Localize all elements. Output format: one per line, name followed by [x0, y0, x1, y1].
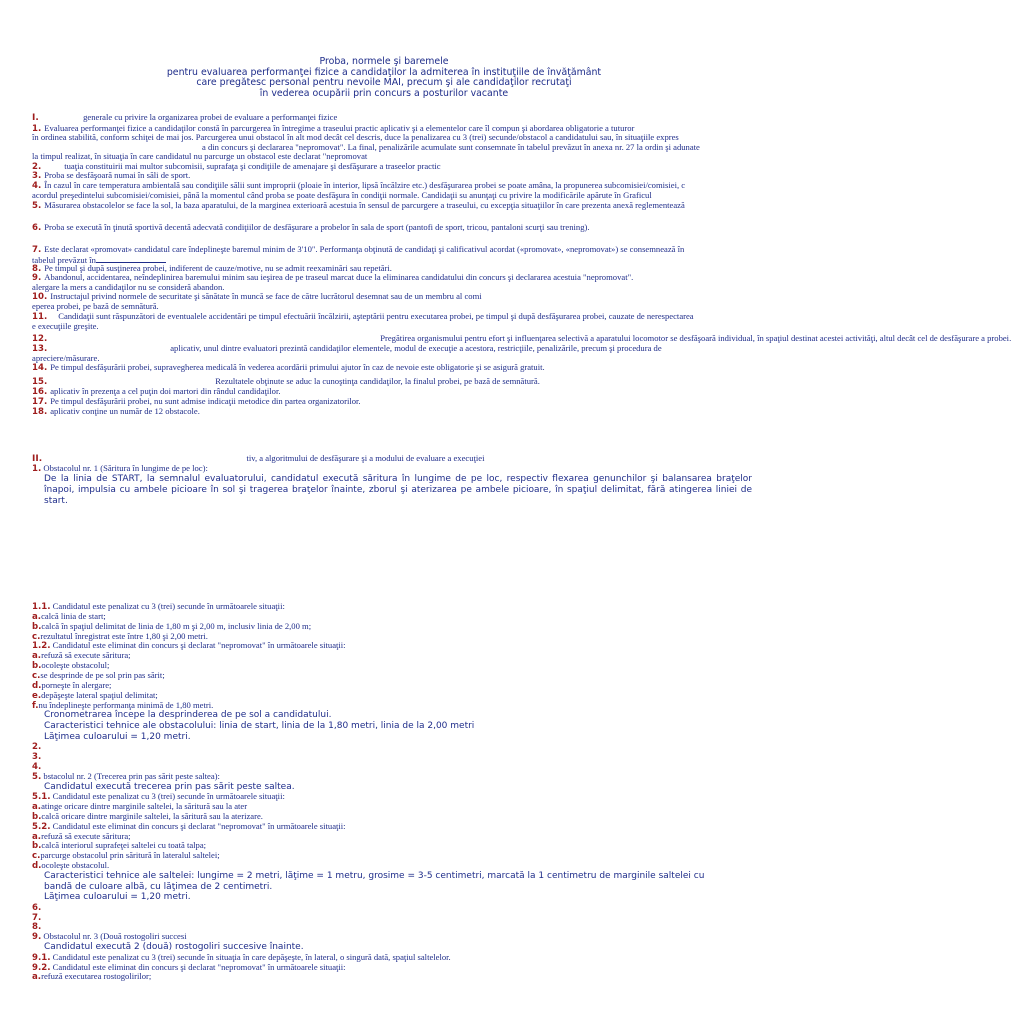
item-text: Proba se execută în ţinută sportivă decentă adecvată condiţiilor de desfăşurare a probelor în sala de sport (pantofi de sport, tricou, pantaloni scurţi sau trening).: [44, 222, 590, 232]
item-text: Pe timpul şi după susţinerea probei, indiferent de cauze/motive, nu se admit reexaminări sau repetări.: [44, 263, 392, 273]
item-text: aplicativ în prezenţa a cel puţin doi martori din rândul candidaţilor.: [50, 386, 281, 396]
item-text: Candidaţii sunt răspunzători de eventualele accidentări pe timpul efectuării încălzirii, aşteptării pentru executarea probei, pe timpul şi după desfăşurarea probei, cauzate de nerespectarea: [58, 311, 694, 321]
line-text: Candidatul este eliminat din concurs şi declarat "nepromovat" în următoarele situaţii:: [52, 961, 346, 972]
item-text: Măsurarea obstacolelor se face la sol, la baza aparatului, de la marginea exterioară acestuia în sensul de parcurgere a traseului, cu excepţia situaţiilor în care prezenta anexă reglementează: [44, 200, 685, 210]
section-2-number: II.: [32, 454, 43, 464]
item-number: 18.: [32, 407, 51, 417]
line-text: calcă interiorul suprafeţei saltelei cu toată talpa;: [41, 840, 207, 851]
line-text: porneşte în alergare;: [41, 679, 112, 690]
line-text: calcă în spaţiul delimitat de linia de 1,80 m şi 2,00 m, inclusiv linia de 2,00 m;: [41, 620, 312, 631]
line-text: Caracteristici tehnice ale obstacolului: linia de start, linia de la 1,80 metri, linia de la 2,00 metri: [44, 720, 475, 731]
section-1-item: [32, 344, 758, 355]
item-number: 14.: [32, 363, 51, 373]
obstacle-1-title: [32, 464, 758, 475]
item-number: 12.: [32, 334, 51, 344]
line-number: b.: [32, 661, 42, 672]
section-2-line: [44, 871, 752, 882]
line-number: a.: [32, 972, 42, 983]
line-number: 1.2.: [32, 641, 51, 652]
line-text: ocoleşte obstacolul.: [41, 860, 110, 871]
line-text: refuză să execute săritura;: [41, 830, 131, 841]
line-text: nu îndeplineşte performanţa minimă de 1,80 metri.: [38, 699, 214, 710]
line-number: c.: [32, 670, 41, 681]
title-line-3: care pregătesc personal pentru nevoile MAI, precum şi ale candidaţilor recrutaţi: [196, 77, 572, 89]
line-number: b.: [32, 621, 42, 632]
item-text: Pe timpul desfăşurării probei, nu sunt admise indicaţii metodice din partea organizatorilor.: [50, 396, 361, 406]
line-number: 9.: [32, 932, 42, 943]
line-number: c.: [32, 631, 41, 642]
line-text: Lăţimea culoarului = 1,20 metri.: [44, 892, 191, 903]
section-1-item: [32, 407, 758, 418]
section-2-line: [44, 882, 752, 893]
line-text: bstacolul nr. 2 (Trecerea prin pas sărit peste saltea):: [41, 770, 220, 781]
item-text: în ordinea stabilită, conform schiţei de mai jos. Parcurgerea unui obstacol în alt mod decât cel descris, duce la penalizarea cu 3 (trei) secunde/obstacol a candidatului sau, în situaţiile expres: [32, 132, 679, 142]
item-text: tabelul prevăzut în: [32, 255, 96, 265]
item-text: apreciere/măsurare.: [32, 353, 100, 363]
section-1-item: [32, 223, 758, 234]
line-text: Candidatul este eliminat din concurs şi declarat "nepromovat" în următoarele situaţii:: [52, 640, 346, 651]
line-number: e.: [32, 690, 42, 701]
title-line-4: în vederea ocupării prin concurs a posturilor vacante: [259, 87, 509, 99]
item-text: Abandonul, accidentarea, neîndeplinirea baremului minim sau ieşirea de pe traseul marcat duce la eliminarea candidatului din concurs şi declararea acestuia "nepromovat".: [44, 272, 634, 282]
item-text: Rezultatele obţinute se aduc la cunoştinţa candidaţilor, la finalul probei, pe bază de semnătură.: [215, 376, 540, 386]
line-number: c.: [32, 851, 41, 862]
line-number: 6.: [32, 902, 42, 913]
line-number: d.: [32, 861, 42, 872]
item-text: Evaluarea performanţei fizice a candidaţilor constă în parcurgerea în întregime a traseului practic aplicativ şi a elementelor care îl compun şi abordarea obligatorie a tuturor: [44, 123, 635, 133]
document-title: [0, 57, 768, 99]
line-number: a.: [32, 802, 42, 812]
item-text: e execuţiile greşite.: [32, 321, 99, 331]
item-number: 4.: [32, 181, 45, 191]
line-text: Candidatul este penalizat cu 3 (trei) secunde în următoarele situaţii:: [52, 791, 285, 802]
section-1-item: [32, 312, 758, 323]
item-text: Este declarat «promovat» candidatul care îndeplineşte baremul minim de 3'10". Performanţa obţinută de candidaţi şi calificativul acordat («promovat», «nepromovat») se consemnează în: [44, 244, 685, 254]
line-number: d.: [32, 680, 42, 691]
line-text: Lăţimea culoarului = 1,20 metri.: [44, 731, 191, 742]
section-1-heading: [32, 113, 758, 124]
section-2-line: [32, 972, 758, 983]
line-text: refuză executarea rostogolirilor;: [41, 971, 152, 982]
obstacle-1-description: De la linia de START, la semnalul evaluatorului, candidatul execută săritura în lungime de pe loc, respectiv flexarea genunchilor şi balansarea braţelor înapoi, impulsia cu ambele picioare în sol şi tragerea braţelor înainte, zborul şi aterizarea pe ambele picioare, în spaţiul delimitat, fără atingerea liniei de start.: [44, 474, 752, 506]
obstacle-1-title-text: Obstacolul nr. 1 (Săritura în lungime de pe loc):: [43, 463, 208, 473]
item-number: 2.: [32, 162, 45, 172]
line-number: 9.1.: [32, 952, 51, 963]
title-line-2: pentru evaluarea performanţei fizice a candidaţilor la admiterea în instituţiile de învăţământ: [166, 66, 602, 78]
line-text: Candidatul execută trecerea prin pas sărit peste saltea.: [44, 781, 295, 792]
item-text: la timpul realizat, în situaţia în care candidatul nu parcurge un obstacol este declarat "nepromovat: [32, 151, 368, 161]
section-2-title: tiv, a algoritmului de desfăşurare şi a modului de evaluare a execuţiei: [246, 453, 485, 463]
line-text: Caracteristici tehnice ale saltelei: lungime = 2 metri, lăţime = 1 metru, grosime = 3-5 centimetri, marcată la 1 centimetru de marginile saltelei cu: [44, 870, 705, 881]
item-number: 5.: [32, 201, 45, 211]
line-text: Obstacolul nr. 3 (Două rostogoliri succesi: [41, 931, 187, 942]
section-1-number: I.: [32, 113, 39, 123]
line-number: 5.1.: [32, 792, 51, 803]
section-1-item: [32, 322, 758, 332]
line-text: Candidatul este penalizat cu 3 (trei) secunde în următoarele situaţii:: [52, 601, 285, 611]
section-1-title: generale cu privire la organizarea probei de evaluare a performanţei fizice: [83, 112, 338, 122]
line-number: 9.2.: [32, 962, 51, 973]
line-text: Candidatul este penalizat cu 3 (trei) secunde în situaţia în care depăşeşte, în lateral, o singură dată, spaţiul saltelelor.: [52, 951, 451, 962]
item-number: 17.: [32, 397, 51, 407]
line-text: depăşeşte lateral spaţiul delimitat;: [41, 689, 158, 700]
line-text: calcă linia de start;: [41, 610, 106, 621]
line-number: 8.: [32, 922, 42, 933]
item-number: 11.: [32, 312, 51, 322]
line-number: a.: [32, 611, 42, 622]
item-number: 13.: [32, 344, 51, 354]
section-1-item: [32, 363, 758, 374]
item-text: În cazul în care temperatura ambientală sau condiţiile sălii sunt improprii (ploaie în interior, lipsă încălzire etc.) desfăşurarea probei se poate amâna, la propunerea subcomisiei/comisiei, c: [44, 180, 686, 190]
line-text: bandă de culoare albă, cu lăţimea de 2 centimetri.: [44, 881, 273, 892]
line-text: ocoleşte obstacolul;: [41, 660, 110, 671]
item-number: 6.: [32, 223, 45, 233]
item-number: 15.: [32, 377, 51, 387]
line-text: Candidatul este eliminat din concurs şi declarat "nepromovat" în următoarele situaţii:: [52, 820, 346, 831]
line-text: parcurge obstacolul prin săritură în lateralul saltelei;: [40, 850, 220, 861]
section-2-line: [44, 710, 752, 721]
item-number: 3.: [32, 171, 45, 181]
title-line-1: Proba, normele şi baremele: [319, 56, 449, 67]
item-text: eperea probei, pe bază de semnătură.: [32, 301, 159, 311]
line-number: a.: [32, 831, 42, 842]
item-text: aplicativ conţine un număr de 12 obstacole.: [50, 406, 200, 416]
obstacle-1-number: 1.: [32, 464, 42, 474]
blank-field: [96, 255, 166, 263]
item-number: 9.: [32, 273, 45, 283]
section-2-line: [44, 721, 752, 732]
line-text: Cronometrarea începe la desprinderea de pe sol a candidatului.: [44, 710, 332, 721]
line-number: a.: [32, 651, 42, 662]
item-text: aplicativ, unul dintre evaluatori prezintă candidaţilor elementele, modul de execuţie a acestora, restricţiile, penalizările, precum şi procedura de: [170, 343, 662, 353]
line-text: rezultatul înregistrat este între 1,80 şi 2,00 metri.: [40, 630, 208, 641]
line-text: calcă oricare dintre marginile saltelei, la săritură sau la aterizare.: [41, 810, 263, 821]
line-number: f.: [32, 700, 39, 711]
line-number: 5.: [32, 771, 42, 782]
line-number: 1.1.: [32, 602, 51, 612]
item-text: alergare la mers a candidaţilor nu se consideră abandon.: [32, 282, 225, 292]
item-number: 16.: [32, 387, 51, 397]
line-number: 2.: [32, 742, 42, 753]
section-1-item: [32, 245, 758, 256]
item-text: Instructajul privind normele de securitate şi sănătate în muncă se face de către lucrătorul desemnat sau de un membru al comi: [50, 291, 482, 301]
section-1-item: [32, 201, 758, 212]
item-text: Pe timpul desfăşurării probei, supravegherea medicală în vederea acordării primului ajutor în caz de nevoie este obligatorie şi se asigură gratuit.: [50, 362, 545, 372]
line-number: 5.2.: [32, 821, 51, 832]
line-number: 3.: [32, 752, 42, 762]
item-text: Proba se desfăşoară numai în săli de sport.: [44, 170, 191, 180]
line-number: 7.: [32, 912, 42, 923]
item-text: tuaţia constituirii mai multor subcomisii, suprafaţa şi condiţiile de amenajare şi desfăşurare a traseelor practic: [64, 161, 441, 171]
section-2-line: [44, 892, 752, 903]
item-number: 10.: [32, 292, 51, 302]
line-text: atinge oricare dintre marginile saltelei, la săritură sau la ater: [41, 801, 248, 811]
line-text: Candidatul execută 2 (două) rostogoliri succesive înainte.: [44, 942, 304, 953]
item-text: Pregătirea organismului pentru efort şi influenţarea selectivă a aparatului locomotor se desfăşoară individual, în spaţiul destinat acestei activităţi, altul decât cel de desfăşurare a probei.: [380, 333, 1011, 343]
line-number: b.: [32, 811, 42, 822]
line-text: se desprinde de pe sol prin pas sărit;: [40, 669, 165, 680]
line-number: 4.: [32, 761, 42, 772]
item-number: 7.: [32, 245, 45, 255]
item-number: 8.: [32, 264, 45, 274]
line-text: refuză să execute săritura;: [41, 650, 131, 661]
item-text: acordul preşedintelui subcomisiei/comisiei, până la momentul când proba se poate desfăşura în condiţii normale. Candidaţii su anunţaţi cu privire la modificările apărute în Graficul: [32, 190, 652, 200]
section-2-line: [44, 732, 752, 743]
line-number: b.: [32, 841, 42, 852]
item-number: 1.: [32, 124, 45, 134]
item-text: a din concurs şi declararea "nepromovat". La final, penalizările acumulate sunt consemnate în tabelul prevăzut în anexa nr. 27 la ordin şi adunate: [202, 142, 700, 152]
